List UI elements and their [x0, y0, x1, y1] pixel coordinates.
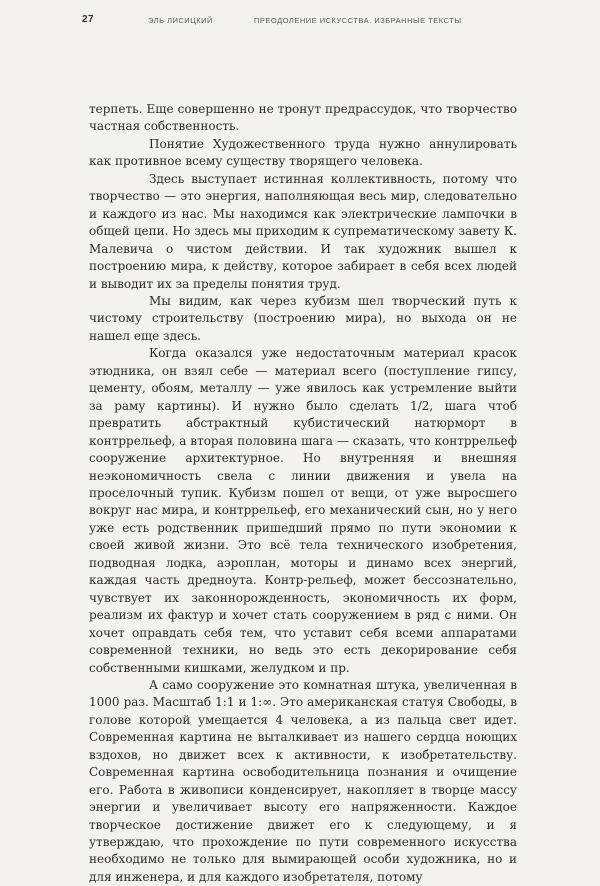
paragraph: А само сооружение это комнатная штука, увеличенная в 1000 раз. Масштаб 1:1 и 1:∞. Это американская статуя Свободы, в голове которой умещается 4 человека, а из пальца свет идет. Современная картина не выталкивает из нашего сердца ноющих вздохов, но движет всех к активности, к изобретательству. Современная картина освободительница познания и очищение его. Работа в живописи конденсирует, накопляет в творце массу энергии и увеличивает высоту его напряженности. Каждое творческое достижение движет его к следующему, и я утверждаю, что прохождение по пути современного искусства необходимо не только для вымирающей особи художника, но и для инженера, и для каждого изобретателя, потому: [89, 677, 517, 884]
page-header: [82, 14, 520, 30]
paragraph: Когда оказался уже недостаточным материал красок этюдника, он взял себе — материал всего (поступление гипсу, цементу, обоям, металлу — уже явилось как устремление выйти за раму картины). И нужно было сделать 1/2, шага чтоб превратить абстрактный кубистический натюрморт в контррельеф, а вторая половина шага — сказать, что контррельеф сооружение архитектурное. Но внутренняя и внешняя неэкономичность свела с линии движения и увела на проселочный тупик. Кубизм пошел от вещи, от уже выросшего вокруг нас мира, и контррельеф, его механический сын, но у него уже есть родственник пришедший прямо по пути экономии к своей живой жизни. Это всё тела технического изобретения, подводная лодка, аэроплан, моторы и динамо всех энергий, каждая часть дредноута. Контр-рельеф, может бессознательно, чувствует их законнорожденность, экономичность их форм, реализм их фактур и хочет стать сооружением в ряд с ними. Он хочет оправдать себя тем, что уставит себя всеми аппаратами современной техники, но ведь это есть декорирование себя собственными кишками, желудком и пр.: [89, 346, 517, 675]
running-title: ПРЕОДОЛЕНИЕ ИСКУССТВА. ИЗБРАННЫЕ ТЕКСТЫ: [254, 16, 462, 25]
body-text: [89, 101, 517, 886]
paragraph: Мы видим, как через кубизм шел творческий путь к чистому строительству (построению мира), но выхода он не нашел еще здесь.: [89, 293, 517, 343]
paragraph: терпеть. Еще совершенно не тронут предрассудок, что творчество частная собственность.: [89, 102, 517, 134]
paragraph: Понятие Художественного труда нужно аннулировать как противное всему существу творящего человека.: [89, 136, 517, 169]
paragraph: Здесь выступает истинная коллективность, потому что творчество — это энергия, наполняющая весь мир, следовательно и каждого из нас. Мы находимся как электрические лампочки в общей цепи. Но здесь мы приходим к супрематическому завету К. Малевича о чистом действии. И так художник вышел к построению мира, к действу, которое забирает в себя всех людей и выводит их за пределы понятия труд.: [89, 171, 517, 291]
running-author: ЭЛЬ ЛИСИЦКИЙ: [148, 16, 213, 25]
page-number: 27: [82, 14, 95, 25]
